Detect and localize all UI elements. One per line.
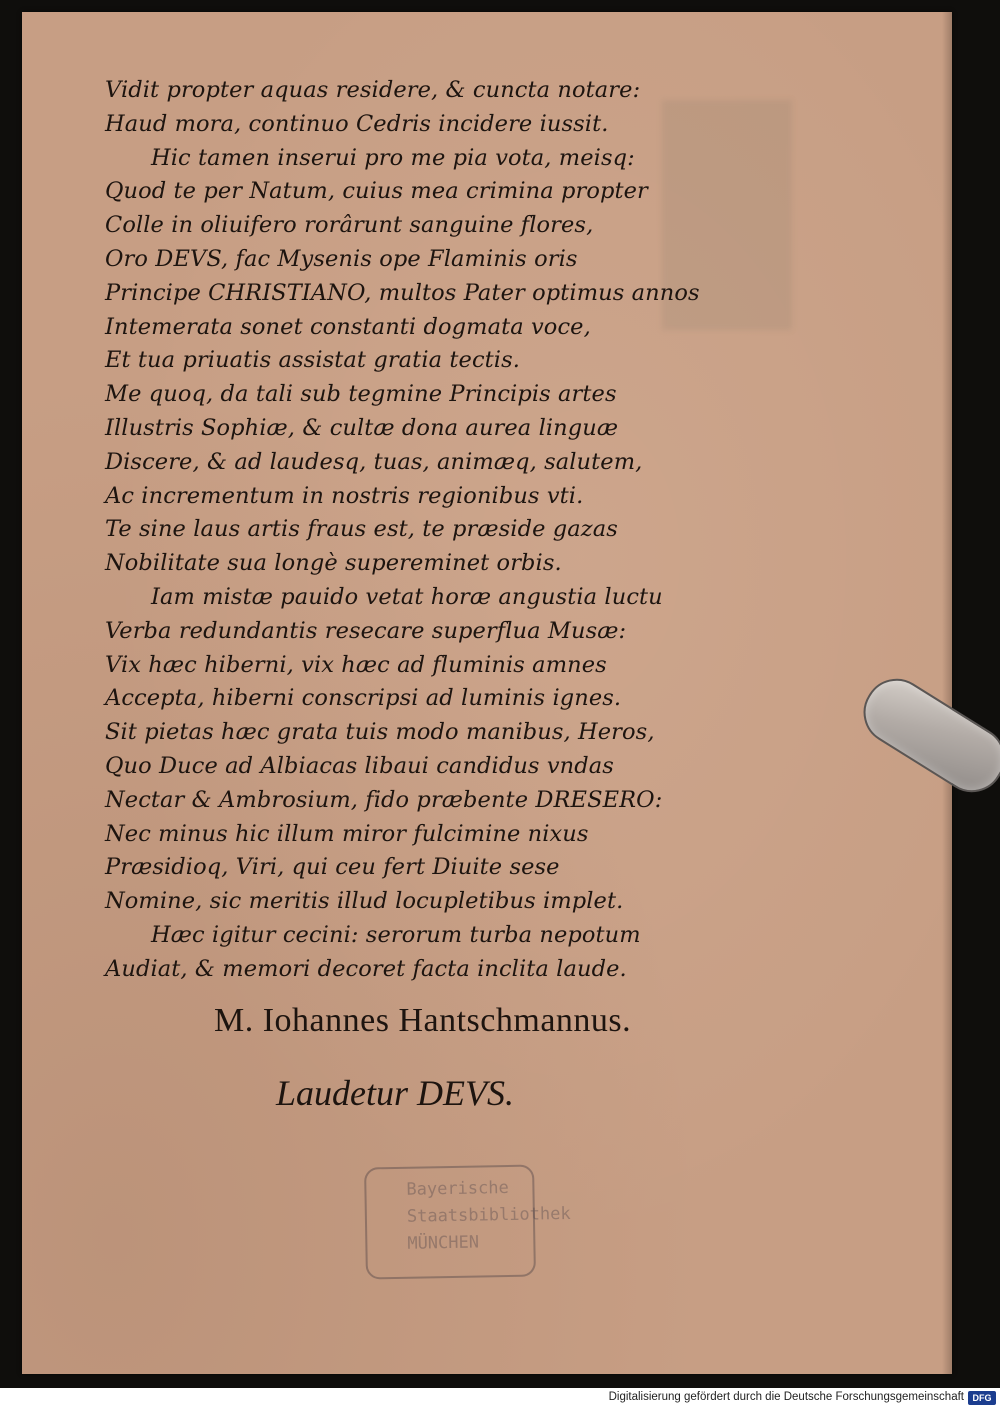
library-stamp — [364, 1165, 571, 1280]
poem-line: Illustris Sophiæ, & cultæ dona aurea linguæ — [105, 414, 619, 441]
poem-line: Præsidioq, Viri, qui ceu fert Diuite sese — [105, 854, 560, 881]
stamp-line: Staatsbibliothek — [406, 1203, 571, 1227]
poem-line: Ac incrementum in nostris regionibus vti. — [105, 482, 584, 509]
poem-line: Nobilitate sua longè supereminet orbis. — [105, 550, 562, 577]
poem-line: Quo Duce ad Albiacas libaui candidus vndas — [105, 752, 614, 779]
poem-line: Colle in oliuifero rorârunt sanguine flores, — [105, 212, 594, 239]
poem-line: Vidit propter aquas residere, & cuncta notare: — [105, 77, 641, 103]
poem-line: Hic tamen inserui pro me pia vota, meisq: — [151, 144, 635, 171]
closing-line: Laudetur DEVS. — [276, 1073, 514, 1113]
poem-line: Iam mistæ pauido vetat horæ angustia luctu — [151, 583, 663, 610]
footer-credit: Digitalisierung gefördert durch die Deutsche Forschungsgemeinschaft — [608, 1391, 964, 1403]
poem-line: Vix hæc hiberni, vix hæc ad fluminis amnes — [105, 651, 607, 678]
dfg-logo-icon[interactable]: DFG — [968, 1391, 996, 1405]
poem-text — [105, 74, 700, 987]
poem-line: Te sine laus artis fraus est, te præside gazas — [105, 516, 618, 543]
stamp-line: MÜNCHEN — [407, 1232, 480, 1254]
poem-line: Sit pietas hæc grata tuis modo manibus, Heros, — [105, 719, 655, 746]
poem-line: Verba redundantis resecare superflua Musæ: — [105, 617, 627, 644]
poem-line: Nectar & Ambrosium, fido præbente DRESERO: — [105, 786, 663, 813]
poem-line: Hæc igitur cecini: serorum turba nepotum — [151, 921, 641, 948]
author-signature: M. Iohannes Hantschmannus. — [214, 1002, 632, 1039]
poem-line: Intemerata sonet constanti dogmata voce, — [105, 313, 591, 340]
poem-line: Me quoq, da tali sub tegmine Principis artes — [105, 381, 617, 408]
glass-weight-icon — [851, 667, 1000, 805]
poem-line: Nec minus hic illum miror fulcimine nixus — [105, 820, 589, 847]
poem-line: Discere, & ad laudesq, tuas, animæq, salutem, — [105, 448, 643, 475]
poem-line: Oro DEVS, fac Mysenis ope Flaminis oris — [105, 245, 578, 272]
page-weight-clip — [862, 660, 1000, 798]
poem-line: Nomine, sic meritis illud locupletibus implet. — [105, 888, 624, 915]
poem-line: Haud mora, continuo Cedris incidere iussit. — [105, 110, 609, 137]
poem-line: Et tua priuatis assistat gratia tectis. — [105, 347, 520, 374]
poem-line: Quod te per Natum, cuius mea crimina propter — [105, 178, 648, 205]
stamp-line: Bayerische — [406, 1177, 509, 1200]
poem-line: Audiat, & memori decoret facta inclita laude. — [105, 955, 627, 982]
poem-line: Principe CHRISTIANO, multos Pater optimus annos — [105, 279, 700, 306]
poem-line: Accepta, hiberni conscripsi ad luminis ignes. — [105, 685, 622, 712]
footer-bar — [0, 1388, 1000, 1408]
